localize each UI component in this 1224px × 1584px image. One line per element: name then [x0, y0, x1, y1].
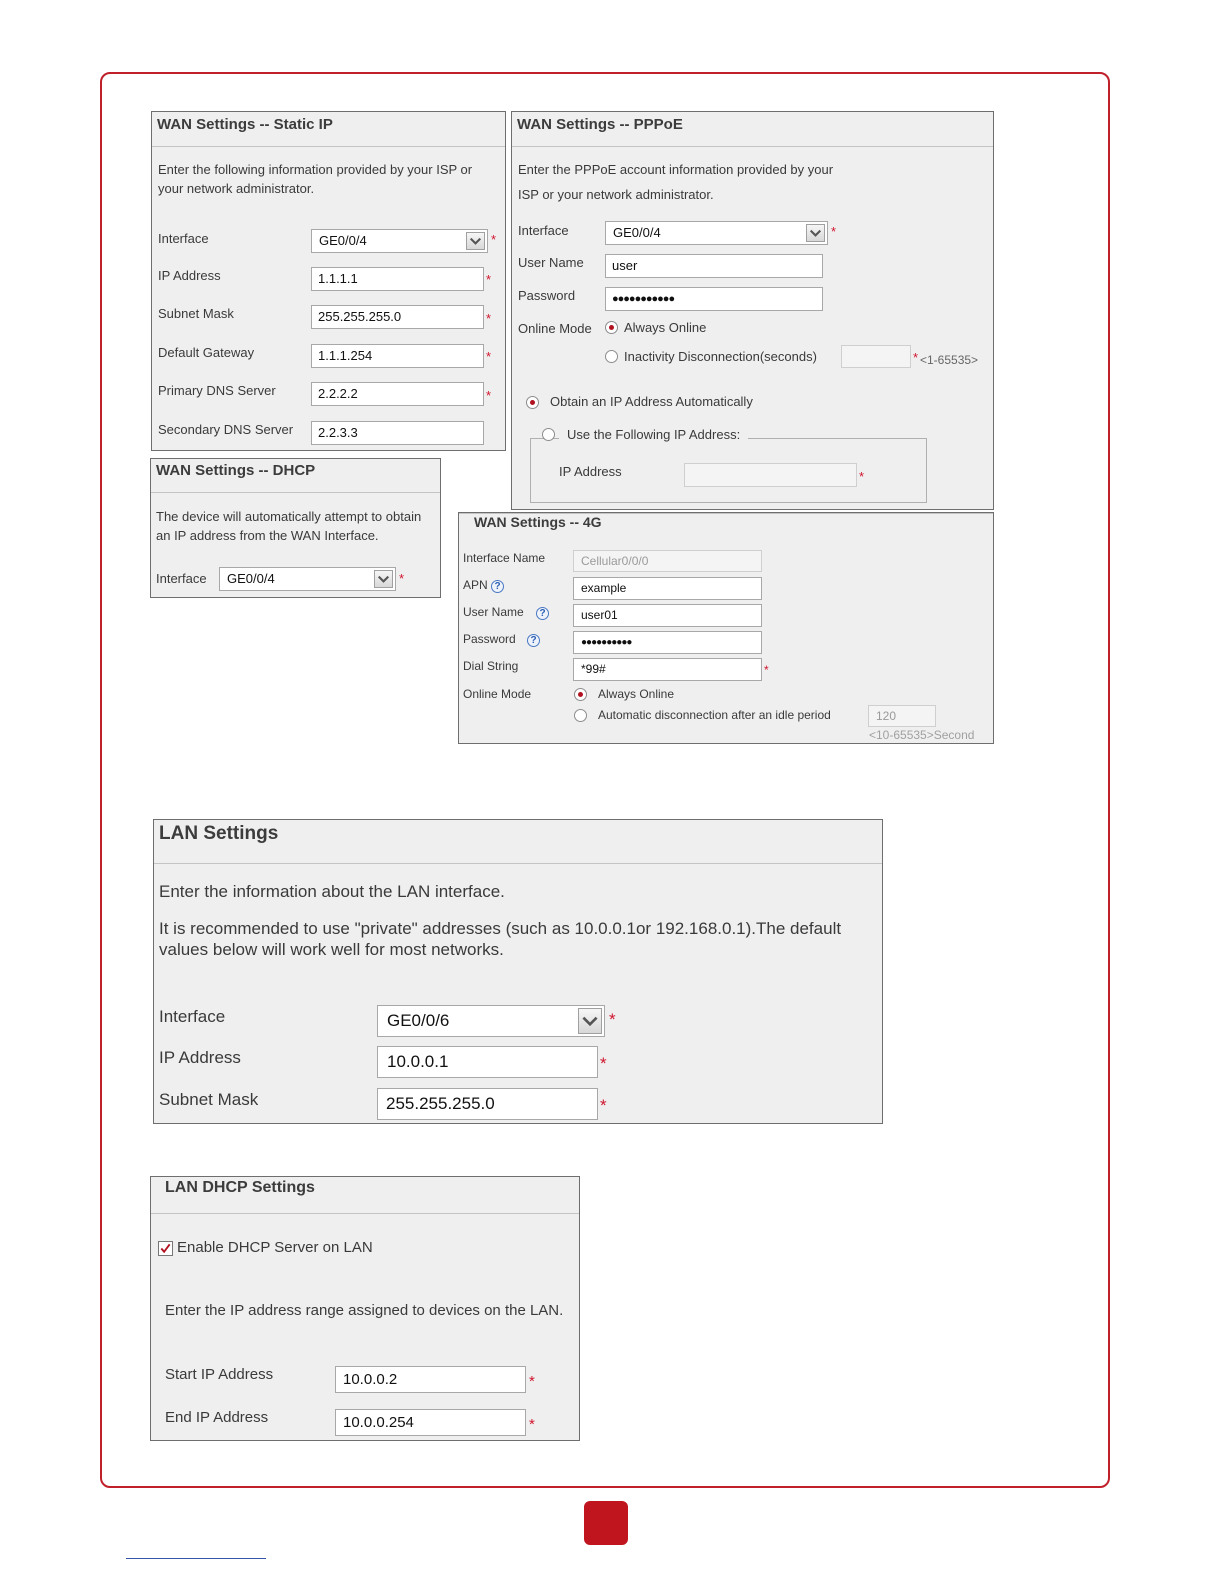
divider	[459, 513, 993, 514]
dns2-label: Secondary DNS Server	[158, 422, 294, 437]
password-input[interactable]: ●●●●●●●●●●●	[605, 287, 823, 311]
gateway-label: Default Gateway	[158, 345, 255, 360]
ifname-label: Interface Name	[463, 551, 546, 565]
mask-label: Subnet Mask	[158, 306, 234, 321]
wan-pppoe-desc-2: ISP or your network administrator.	[518, 187, 714, 202]
interface-select-value: GE0/0/4	[319, 233, 367, 248]
required-marker: *	[764, 663, 769, 677]
end-ip-input[interactable]: 10.0.0.254	[335, 1409, 526, 1436]
wan-dhcp-desc-2: an IP address from the WAN Interface.	[156, 528, 379, 543]
divider	[151, 492, 440, 493]
always-online-radio[interactable]	[605, 321, 618, 334]
chevron-down-icon[interactable]	[466, 232, 485, 250]
ip-input[interactable]: 10.0.0.1	[377, 1046, 598, 1078]
dns2-input[interactable]: 2.2.3.3	[311, 421, 484, 445]
required-marker: *	[831, 224, 837, 239]
ifname-input: Cellular0/0/0	[573, 550, 762, 572]
required-marker: *	[913, 350, 919, 365]
dial-label: Dial String	[463, 659, 519, 673]
lan-dhcp-title: LAN DHCP Settings	[165, 1179, 315, 1196]
inactivity-input[interactable]	[841, 345, 911, 368]
wan-4g-panel	[458, 512, 994, 744]
lan-panel	[153, 819, 883, 1124]
use-following-label: Use the Following IP Address:	[559, 427, 748, 442]
username-label: User Name	[463, 605, 524, 619]
page-marker	[584, 1501, 628, 1545]
wan-pppoe-panel	[511, 111, 994, 510]
wan-4g-title: WAN Settings -- 4G	[474, 514, 602, 530]
interface-label: Interface	[159, 1007, 226, 1026]
interface-label: Interface	[156, 571, 207, 586]
lan-dhcp-panel	[150, 1176, 580, 1441]
ip-label: IP Address	[159, 1048, 241, 1067]
divider	[152, 146, 505, 147]
required-marker: *	[486, 388, 492, 403]
lan-desc-3: values below will work well for most networks.	[159, 940, 504, 959]
online-mode-label: Online Mode	[463, 687, 532, 701]
required-marker: *	[600, 1096, 607, 1115]
interface-select-value: GE0/0/4	[613, 225, 661, 240]
password-input[interactable]: ●●●●●●●●●●	[573, 631, 762, 654]
always-online-label: Always Online	[598, 687, 675, 701]
wan-dhcp-title: WAN Settings -- DHCP	[156, 462, 316, 479]
chevron-down-icon[interactable]	[578, 1008, 602, 1034]
always-online-radio[interactable]	[574, 688, 587, 701]
online-mode-label: Online Mode	[518, 321, 592, 336]
help-icon[interactable]: ?	[527, 634, 540, 647]
username-input[interactable]: user	[605, 254, 823, 278]
idle-input[interactable]: 120	[868, 705, 936, 727]
username-input[interactable]: user01	[573, 604, 762, 627]
wan-pppoe-title: WAN Settings -- PPPoE	[517, 116, 683, 133]
mask-label: Subnet Mask	[159, 1090, 259, 1109]
auto-disconnect-label: Automatic disconnection after an idle period	[598, 708, 831, 722]
dial-input[interactable]: *99#	[573, 658, 762, 681]
required-marker: *	[859, 469, 865, 484]
required-marker: *	[609, 1010, 616, 1029]
required-marker: *	[600, 1054, 607, 1073]
username-label: User Name	[518, 255, 584, 270]
interface-select-value: GE0/0/4	[227, 571, 275, 586]
lan-desc-1: Enter the information about the LAN interface.	[159, 882, 505, 901]
password-label: Password	[463, 632, 516, 646]
wan-dhcp-panel	[150, 458, 441, 598]
dns1-label: Primary DNS Server	[158, 383, 276, 398]
obtain-auto-label: Obtain an IP Address Automatically	[550, 394, 753, 409]
interface-label: Interface	[158, 231, 209, 246]
required-marker: *	[486, 272, 492, 287]
lan-title: LAN Settings	[159, 823, 279, 844]
wan-pppoe-desc-1: Enter the PPPoE account information provided by your	[518, 162, 834, 177]
wan-static-desc-1: Enter the following information provided by your ISP or	[158, 162, 473, 177]
interface-select[interactable]	[605, 221, 828, 245]
use-following-radio[interactable]	[542, 428, 555, 441]
required-marker: *	[486, 349, 492, 364]
enable-dhcp-label: Enable DHCP Server on LAN	[177, 1239, 373, 1256]
divider	[154, 863, 882, 864]
enable-dhcp-checkbox[interactable]	[158, 1241, 173, 1256]
divider	[512, 146, 993, 147]
interface-select-value: GE0/0/6	[387, 1011, 450, 1030]
wan-dhcp-desc-1: The device will automatically attempt to obtain	[156, 509, 422, 524]
required-marker: *	[486, 311, 492, 326]
auto-disconnect-radio[interactable]	[574, 709, 587, 722]
password-label: Password	[518, 288, 576, 303]
required-marker: *	[529, 1416, 535, 1433]
help-icon[interactable]: ?	[491, 580, 504, 593]
obtain-auto-radio[interactable]	[526, 396, 539, 409]
required-marker: *	[529, 1373, 535, 1390]
mask-input[interactable]: 255.255.255.0	[311, 305, 484, 329]
required-marker: *	[399, 571, 405, 586]
start-ip-label: Start IP Address	[165, 1366, 274, 1383]
interface-select[interactable]	[311, 229, 488, 253]
interface-select[interactable]	[377, 1005, 605, 1037]
start-ip-input[interactable]: 10.0.0.2	[335, 1366, 526, 1393]
interface-label: Interface	[518, 223, 569, 238]
inactivity-radio[interactable]	[605, 350, 618, 363]
footer-rule	[126, 1558, 266, 1559]
always-online-label: Always Online	[624, 320, 707, 335]
ip-input[interactable]	[684, 463, 857, 487]
wan-static-title: WAN Settings -- Static IP	[157, 116, 333, 133]
idle-range: <10-65535>Second	[869, 728, 975, 742]
inactivity-label: Inactivity Disconnection(seconds)	[624, 349, 817, 364]
apn-label: APN	[463, 578, 488, 592]
dns1-input[interactable]: 2.2.2.2	[311, 382, 484, 406]
ip-input[interactable]: 1.1.1.1	[311, 267, 484, 291]
divider	[151, 1213, 579, 1214]
help-icon[interactable]: ?	[536, 607, 549, 620]
ip-label: IP Address	[559, 464, 622, 479]
gateway-input[interactable]: 1.1.1.254	[311, 344, 484, 368]
inactivity-range: <1-65535>	[920, 353, 979, 367]
chevron-down-icon[interactable]	[806, 224, 825, 242]
checkmark-icon	[159, 1242, 172, 1255]
end-ip-label: End IP Address	[165, 1409, 269, 1426]
chevron-down-icon[interactable]	[374, 570, 393, 588]
interface-select[interactable]	[219, 567, 396, 591]
wan-static-panel	[151, 111, 506, 451]
required-marker: *	[491, 232, 497, 247]
lan-dhcp-desc: Enter the IP address range assigned to devices on the LAN.	[165, 1302, 564, 1319]
ip-label: IP Address	[158, 268, 221, 283]
mask-input[interactable]: 255.255.255.0	[377, 1088, 598, 1120]
apn-input[interactable]: example	[573, 577, 762, 600]
wan-static-desc-2: your network administrator.	[158, 181, 315, 196]
lan-desc-2: It is recommended to use "private" addresses (such as 10.0.0.1or 192.168.0.1).The default	[159, 919, 842, 938]
